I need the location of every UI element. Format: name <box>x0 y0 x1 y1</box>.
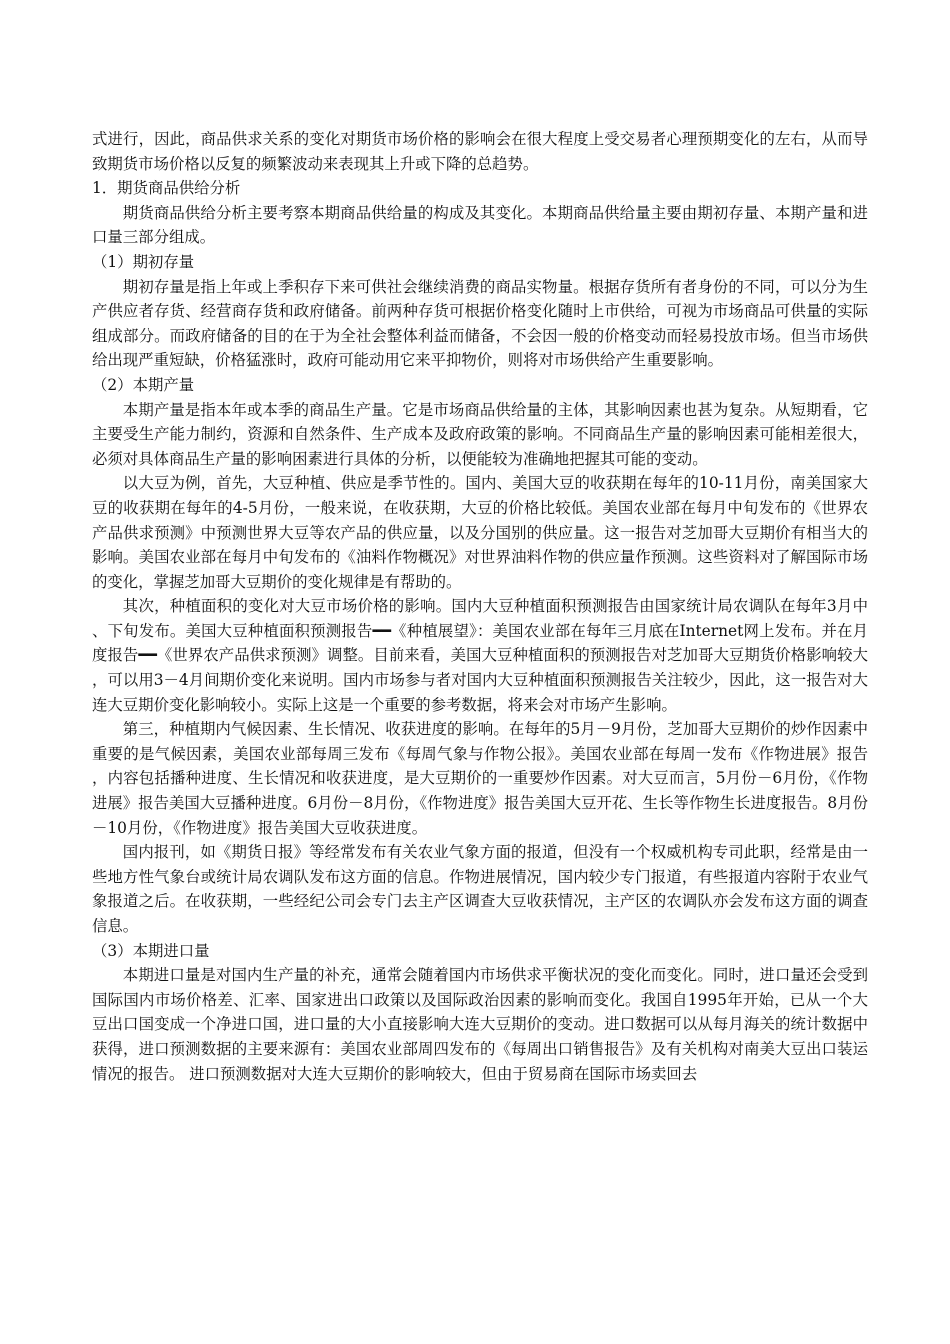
body-paragraph: 期货商品供给分析主要考察本期商品供给量的构成及其变化。本期商品供给量主要由期初存量、本期产量和进口量三部分组成。 <box>92 203 868 247</box>
body-paragraph: 本期进口量是对国内生产量的补充，通常会随着国内市场供求平衡状况的变化而变化。同时，进口量还会受到国际国内市场价格差、汇率、国家进出口政策以及国际政治因素的影响而变化。我国自1995年开始，已从一个大豆出口国变成一个净进口国，进口量的大小直接影响大连大豆期价的变动。进口数据可以从每月海关的统计数据中获得，进口预测数据的主要来源有：美国农业部周四发布的《每周出口销售报告》及有关机构对南美大豆出口装运情况的报告。 进口预测数据对大连大豆期价的影响较大，但由于贸易商在国际市场卖回去 <box>92 966 868 1083</box>
document-page <box>92 127 868 1086</box>
subsection-heading: （2）本期产量 <box>92 375 195 394</box>
subsection-heading: （3）本期进口量 <box>92 941 210 960</box>
body-paragraph: 以大豆为例，首先，大豆种植、供应是季节性的。国内、美国大豆的收获期在每年的10-11月份，南美国家大豆的收获期在每年的4-5月份，一般来说，在收获期，大豆的价格比较低。美国农业部在每月中旬发布的《世界农产品供求预测》中预测世界大豆等农产品的供应量，以及分国别的供应量。这一报告对芝加哥大豆期价有相当大的影响。美国农业部在每月中旬发布的《油料作物概况》对世界油料作物的供应量作预测。这些资料对了解国际市场的变化，掌握芝加哥大豆期价的变化规律是有帮助的。 <box>92 474 868 591</box>
body-paragraph: 第三，种植期内气候因素、生长情况、收获进度的影响。在每年的5月－9月份，芝加哥大豆期价的炒作因素中重要的是气候因素，美国农业部每周三发布《每周气象与作物公报》。美国农业部在每周一发布《作物进展》报告，内容包括播种进度、生长情况和收获进度，是大豆期价的一重要炒作因素。对大豆而言，5月份－6月份，《作物进展》报告美国大豆播种进度。6月份－8月份，《作物进度》报告美国大豆开花、生长等作物生长进度报告。8月份－10月份，《作物进度》报告美国大豆收获进度。 <box>92 720 868 837</box>
subsection-heading: （1）期初存量 <box>92 252 195 271</box>
body-paragraph: 其次，种植面积的变化对大豆市场价格的影响。国内大豆种植面积预测报告由国家统计局农调队在每年3月中、下旬发布。美国大豆种植面积预测报告━━《种植展望》：美国农业部在每年三月底在Internet网上发布。并在月度报告━━《世界农产品供求预测》调整。目前来看，美国大豆种植面积的预测报告对芝加哥大豆期货价格影响较大，可以用3－4月间期价变化来说明。国内市场参与者对国内大豆种植面积预测报告关注较少，因此，这一报告对大连大豆期价变化影响较小。实际上这是一个重要的参考数据，将来会对市场产生影响。 <box>92 597 868 714</box>
body-paragraph: 式进行，因此，商品供求关系的变化对期货市场价格的影响会在很大程度上受交易者心理预期变化的左右，从而导致期货市场价格以反复的频繁波动来表现其上升或下降的总趋势。 <box>92 130 868 173</box>
body-paragraph: 期初存量是指上年或上季积存下来可供社会继续消费的商品实物量。根据存货所有者身份的不同，可以分为生产供应者存货、经营商存货和政府储备。前两种存货可根据价格变化随时上市供给，可视为市场商品可供量的实际组成部分。而政府储备的目的在于为全社会整体利益而储备，不会因一般的价格变动而轻易投放市场。但当市场供给出现严重短缺，价格猛涨时，政府可能动用它来平抑物价，则将对市场供给产生重要影响。 <box>92 277 868 370</box>
body-paragraph: 本期产量是指本年或本季的商品生产量。它是市场商品供给量的主体，其影响因素也甚为复杂。从短期看，它主要受生产能力制约，资源和自然条件、生产成本及政府政策的影响。不同商品生产量的影响因素可能相差很大，必须对具体商品生产量的影响困素进行具体的分析，以便能较为准确地把握其可能的变动。 <box>92 400 868 468</box>
body-paragraph: 国内报刊，如《期货日报》等经常发布有关农业气象方面的报道，但没有一个权威机构专司此职，经常是由一些地方性气象台或统计局农调队发布这方面的信息。作物进展情况，国内较少专门报道，有些报道内容附于农业气象报道之后。在收获期，一些经纪公司会专门去主产区调查大豆收获情况，主产区的农调队亦会发布这方面的调查信息。 <box>92 843 868 935</box>
section-heading: 1．期货商品供给分析 <box>92 179 241 198</box>
